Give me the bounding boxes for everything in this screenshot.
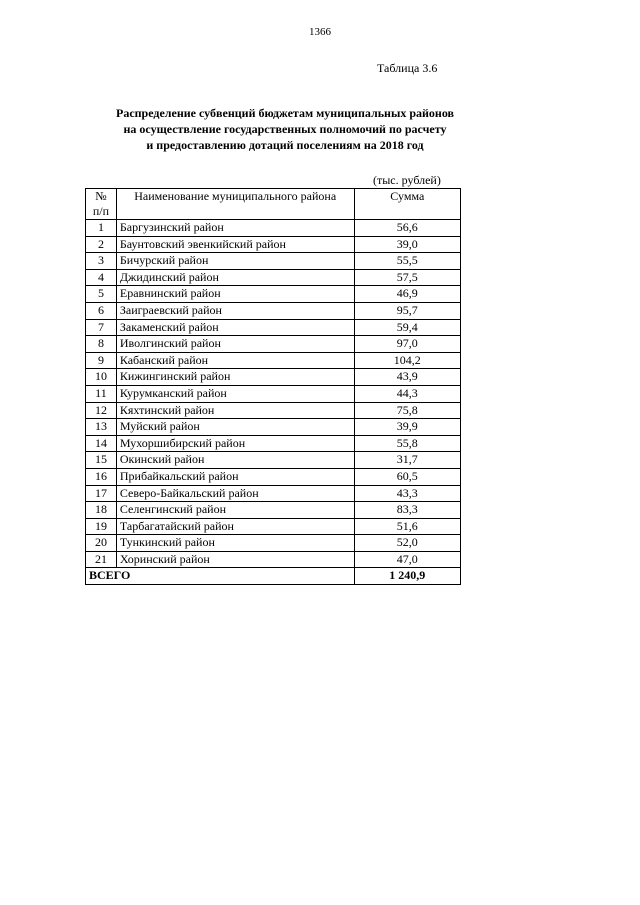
table-row xyxy=(86,402,461,419)
row-name-cell: Кижингинский район xyxy=(116,369,354,386)
header-name: Наименование муниципального района xyxy=(116,189,354,220)
row-sum-cell: 46,9 xyxy=(354,286,460,303)
total-row xyxy=(86,568,461,585)
table-row xyxy=(86,435,461,452)
title-line: Распределение субвенций бюджетам муниципальных районов xyxy=(115,106,455,120)
table-row xyxy=(86,236,461,253)
table-row xyxy=(86,535,461,552)
row-number-cell: 16 xyxy=(86,468,117,485)
row-sum-cell: 95,7 xyxy=(354,302,460,319)
row-number-cell: 11 xyxy=(86,385,117,402)
row-name-cell: Окинский район xyxy=(116,452,354,469)
subsidy-table xyxy=(85,188,461,585)
row-sum-cell: 39,9 xyxy=(354,419,460,436)
row-sum-cell: 104,2 xyxy=(354,352,460,369)
total-sum: 1 240,9 xyxy=(354,568,460,585)
row-sum-cell: 75,8 xyxy=(354,402,460,419)
row-number-cell: 14 xyxy=(86,435,117,452)
row-sum-cell: 97,0 xyxy=(354,336,460,353)
row-name-cell: Прибайкальский район xyxy=(116,468,354,485)
row-number-cell: 8 xyxy=(86,336,117,353)
header-number-line1: № xyxy=(95,189,107,203)
row-name-cell: Тункинский район xyxy=(116,535,354,552)
row-name-cell: Баунтовский эвенкийский район xyxy=(116,236,354,253)
table-row xyxy=(86,385,461,402)
row-number-cell: 10 xyxy=(86,369,117,386)
title-line: на осуществление государственных полномочий по расчету xyxy=(123,122,447,136)
row-name-cell: Заиграевский район xyxy=(116,302,354,319)
row-number-cell: 1 xyxy=(86,220,117,237)
row-name-cell: Баргузинский район xyxy=(116,220,354,237)
row-sum-cell: 44,3 xyxy=(354,385,460,402)
total-label: ВСЕГО xyxy=(86,568,355,585)
row-sum-cell: 52,0 xyxy=(354,535,460,552)
units-note: (тыс. рублей) xyxy=(373,173,441,187)
row-sum-cell: 31,7 xyxy=(354,452,460,469)
row-sum-cell: 56,6 xyxy=(354,220,460,237)
table-row xyxy=(86,518,461,535)
row-name-cell: Бичурский район xyxy=(116,253,354,270)
row-number-cell: 19 xyxy=(86,518,117,535)
row-number-cell: 4 xyxy=(86,269,117,286)
row-number-cell: 5 xyxy=(86,286,117,303)
row-name-cell: Тарбагатайский район xyxy=(116,518,354,535)
row-sum-cell: 83,3 xyxy=(354,502,460,519)
table-row xyxy=(86,502,461,519)
row-number-cell: 6 xyxy=(86,302,117,319)
row-name-cell: Муйский район xyxy=(116,419,354,436)
table-header-row xyxy=(86,189,461,220)
row-name-cell: Иволгинский район xyxy=(116,336,354,353)
row-number-cell: 9 xyxy=(86,352,117,369)
row-sum-cell: 55,5 xyxy=(354,253,460,270)
row-name-cell: Закаменский район xyxy=(116,319,354,336)
row-sum-cell: 39,0 xyxy=(354,236,460,253)
table-row xyxy=(86,319,461,336)
row-number-cell: 21 xyxy=(86,551,117,568)
row-name-cell: Курумканский район xyxy=(116,385,354,402)
table-row xyxy=(86,468,461,485)
row-name-cell: Хоринский район xyxy=(116,551,354,568)
table-row xyxy=(86,220,461,237)
row-sum-cell: 51,6 xyxy=(354,518,460,535)
table-row xyxy=(86,452,461,469)
row-name-cell: Селенгинский район xyxy=(116,502,354,519)
table-row xyxy=(86,253,461,270)
header-number xyxy=(86,189,117,220)
row-name-cell: Мухоршибирский район xyxy=(116,435,354,452)
row-name-cell: Джидинский район xyxy=(116,269,354,286)
row-number-cell: 3 xyxy=(86,253,117,270)
header-number-line2: п/п xyxy=(92,204,110,218)
row-number-cell: 13 xyxy=(86,419,117,436)
document-title xyxy=(70,105,500,153)
row-number-cell: 12 xyxy=(86,402,117,419)
row-number-cell: 17 xyxy=(86,485,117,502)
row-name-cell: Еравнинский район xyxy=(116,286,354,303)
title-line: и предоставлению дотаций поселениям на 2018 год xyxy=(146,138,424,152)
row-number-cell: 2 xyxy=(86,236,117,253)
table-row xyxy=(86,352,461,369)
table-row xyxy=(86,302,461,319)
table-row xyxy=(86,269,461,286)
row-number-cell: 18 xyxy=(86,502,117,519)
table-body xyxy=(86,220,461,585)
row-number-cell: 7 xyxy=(86,319,117,336)
row-sum-cell: 59,4 xyxy=(354,319,460,336)
table-row xyxy=(86,286,461,303)
row-name-cell: Кабанский район xyxy=(116,352,354,369)
page-number: 1366 xyxy=(309,26,331,38)
table-row xyxy=(86,369,461,386)
row-sum-cell: 43,3 xyxy=(354,485,460,502)
row-name-cell: Северо-Байкальский район xyxy=(116,485,354,502)
row-sum-cell: 55,8 xyxy=(354,435,460,452)
row-sum-cell: 47,0 xyxy=(354,551,460,568)
row-name-cell: Кяхтинский район xyxy=(116,402,354,419)
row-number-cell: 15 xyxy=(86,452,117,469)
table-row xyxy=(86,551,461,568)
row-sum-cell: 43,9 xyxy=(354,369,460,386)
row-number-cell: 20 xyxy=(86,535,117,552)
row-sum-cell: 57,5 xyxy=(354,269,460,286)
table-row xyxy=(86,485,461,502)
table-label: Таблица 3.6 xyxy=(377,61,438,75)
table-row xyxy=(86,419,461,436)
table-row xyxy=(86,336,461,353)
header-sum: Сумма xyxy=(354,189,460,220)
row-sum-cell: 60,5 xyxy=(354,468,460,485)
